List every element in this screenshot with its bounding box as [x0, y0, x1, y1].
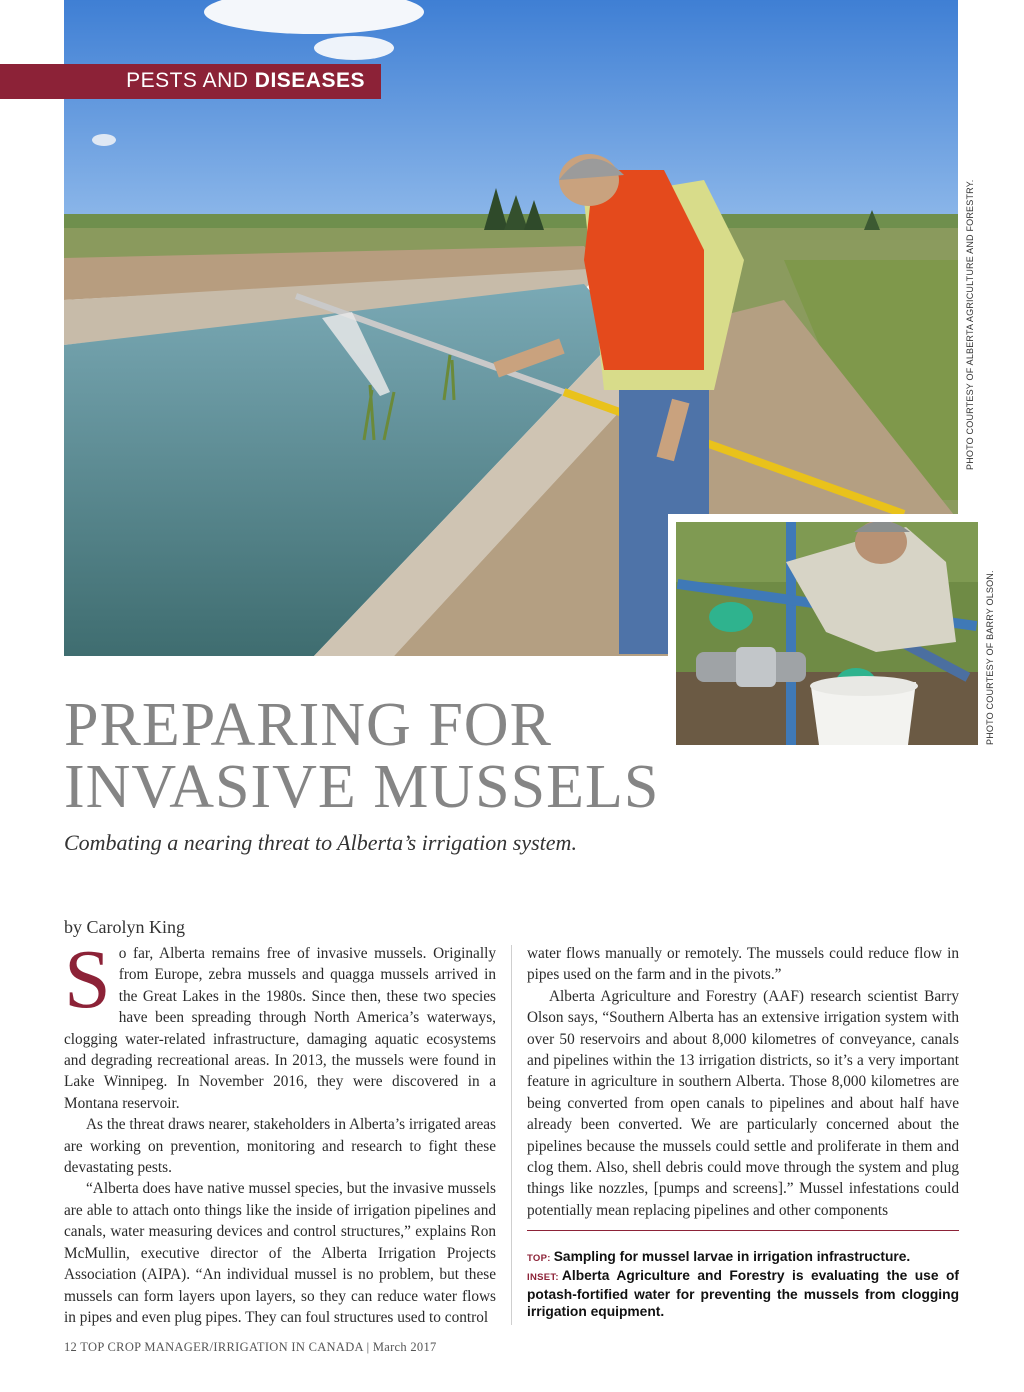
- page-footer: 12 TOP CROP MANAGER/IRRIGATION IN CANADA | March 2017: [64, 1340, 437, 1354]
- drop-cap: S: [64, 933, 111, 1026]
- inset-photo-credit: PHOTO COURTESY OF BARRY OLSON.: [985, 570, 995, 745]
- photo-captions: [527, 1248, 959, 1320]
- article-title: PREPARING FOR INVASIVE MUSSELS: [64, 691, 660, 821]
- paragraph: water flows manually or remotely. The mussels could reduce flow in pipes used on the farm and in the pivots.”: [527, 945, 959, 984]
- inset-photo: [676, 522, 978, 745]
- left-column: [64, 933, 496, 1328]
- caption-divider: [527, 1230, 959, 1231]
- column-divider: [511, 945, 512, 1325]
- paragraph: So far, Alberta remains free of invasive mussels. Originally from Europe, zebra mussels and quagga mussels arrived in the Great Lakes in the 1980s. Since then, these two species have been spreading through North America’s waterways, clogging water-related infrastructure, damaging aquatic ecosystems and degrading recreational areas. In 2013, the mussels were found in Lake Winnipeg. In November 2016, they were discovered in a Montana reservoir.: [64, 933, 496, 1112]
- byline: by Carolyn King: [64, 917, 185, 937]
- top-caption: TOP: Sampling for mussel larvae in irrigation infrastructure.: [527, 1249, 911, 1264]
- paragraph: Alberta Agriculture and Forestry (AAF) research scientist Barry Olson says, “Southern Alberta has an extensive irrigation system with over 50 reservoirs and about 8,000 kilometres of conveyance, canals and pipelines within the 13 irrigation districts, so it’s a very important feature in agriculture in southern Alberta. Those 8,000 kilometres are being converted from open canals to pipelines and about half have already been converted. We are particularly concerned about the pipelines because the mussels could settle and proliferate in them and clog them. Also, shell debris could move through the system and plug things like nozzles, [pumps and screens].” Mussel infestations could potentially mean replacing pipelines and other components: [527, 987, 959, 1219]
- section-prefix: PESTS AND: [126, 69, 249, 92]
- main-photo-credit: PHOTO COURTESY OF ALBERTA AGRICULTURE AND FORESTRY.: [965, 179, 975, 470]
- section-banner: [0, 64, 381, 99]
- inset-caption: INSET: Alberta Agriculture and Forestry is evaluating the use of potash-fortified water for preventing the mussels from clogging irrigation equipment.: [527, 1268, 959, 1319]
- article-subtitle: Combating a nearing threat to Alberta’s irrigation system.: [64, 830, 577, 855]
- paragraph: As the threat draws nearer, stakeholders in Alberta’s irrigated areas are working on prevention, monitoring and research to fight these devastating pests.: [64, 1116, 496, 1177]
- section-emphasis: DISEASES: [254, 69, 365, 92]
- right-column: [527, 943, 959, 1221]
- paragraph: “Alberta does have native mussel species, but the invasive mussels are able to attach onto things like the inside of irrigation pipelines and canals, water measuring devices and control structures,” explains Ron McMullin, executive director of the Alberta Irrigation Projects Association (AIPA). “An individual mussel is no problem, but these mussels can form layers upon layers, so they can reduce water flows in pipes and even plug pipes. They can foul structures used to control: [64, 1180, 496, 1326]
